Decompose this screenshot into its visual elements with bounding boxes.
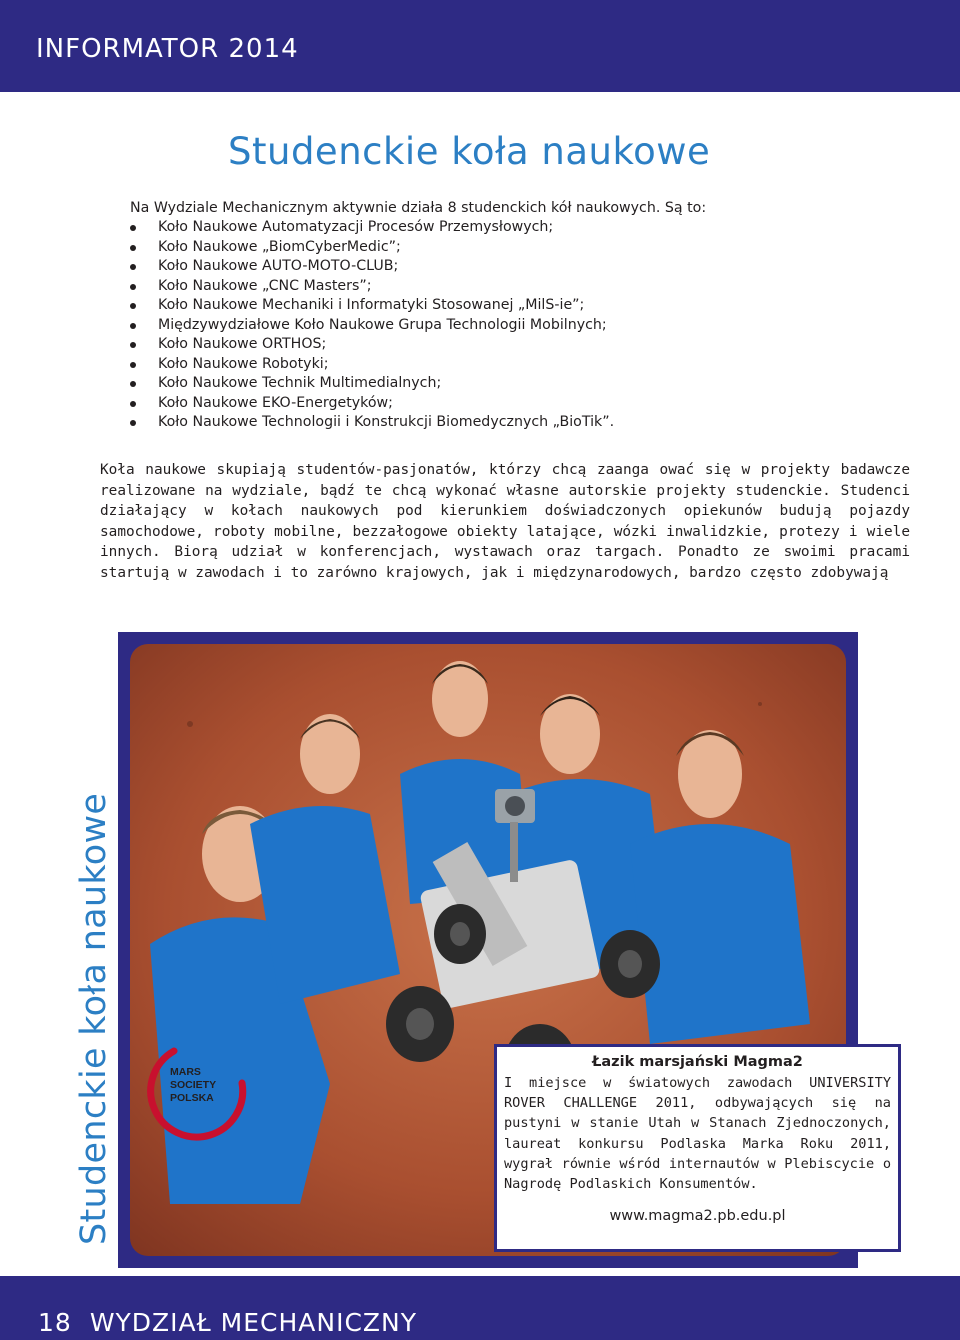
list-item	[130, 257, 930, 277]
logo-line-1: MARS	[170, 1066, 201, 1078]
intro-text: Na Wydziale Mechanicznym aktywnie działa 8 studenckich kół naukowych. Są to:	[130, 200, 707, 216]
bullet-icon	[130, 401, 136, 407]
bullet-icon	[130, 264, 136, 270]
bullet-icon	[130, 323, 136, 329]
footer-faculty: WYDZIAŁ MECHANICZNY	[89, 1308, 418, 1337]
list-item	[130, 374, 930, 394]
list-item	[130, 296, 930, 316]
list-item-text: Koło Naukowe Automatyzacji Procesów Przemysłowych;	[158, 219, 554, 235]
list-item	[130, 238, 930, 258]
caption-box	[494, 1044, 901, 1252]
caption-title: Łazik marsjański Magma2	[592, 1054, 803, 1070]
body-paragraph: Koła naukowe skupiają studentów-pasjonatów, którzy chcą zaanga ować się w projekty badawcze realizowane na wydziale, bądź te chcą wykonać własne autorskie projekty studenckie. Studenci działający w kołach naukowych pod kierunkiem doświadczonych opiekunów budują pojazdy samochodowe, roboty mobilne, bezzałogowe obiekty latające, wózki inwalidzkie, protezy i wiele innych. Biorą udział w konferencjach, wystawach oraz targach. Ponadto ze swoimi pracami startują w zawodach i to zarówno krajowych, jak i międzynarodowych, bardzo często zdobywają	[100, 462, 910, 581]
caption-body: I miejsce w światowych zawodach UNIVERSITY ROVER CHALLENGE 2011, odbywających się na pustyni w stanie Utah w Stanach Zjednoczonych, laureat konkursu Podlaska Marka Roku 2011, wygrał równie wśród internautów w Plebiscycie o Nagrodę Podlaskich Konsumentów.	[504, 1075, 891, 1193]
bullet-icon	[130, 362, 136, 368]
bullet-icon	[130, 284, 136, 290]
logo-line-2: SOCIETY	[170, 1079, 217, 1091]
list-item-text: Międzywydziałowe Koło Naukowe Grupa Technologii Mobilnych;	[158, 316, 607, 333]
list-item-text: Koło Naukowe ORTHOS;	[158, 336, 327, 352]
bullet-icon	[130, 342, 136, 348]
bullet-icon	[130, 420, 136, 426]
page-number: 18	[38, 1308, 72, 1337]
list-item-text: Koło Naukowe AUTO-MOTO-CLUB;	[158, 258, 399, 274]
list-item-text: Koło Naukowe Technologii i Konstrukcji Biomedycznych „BioTik”.	[158, 414, 615, 430]
list-item-text: Koło Naukowe Technik Multimedialnych;	[158, 375, 442, 391]
list-item	[130, 218, 930, 238]
bullet-icon	[130, 225, 136, 231]
footer	[38, 1308, 417, 1337]
header-title: INFORMATOR 2014	[36, 34, 299, 64]
list-item	[130, 355, 930, 375]
logo-line-3: POLSKA	[170, 1092, 214, 1104]
list-item-text: Koło Naukowe „BiomCyberMedic”;	[158, 238, 401, 255]
bullet-icon	[130, 245, 136, 251]
bullet-icon	[130, 303, 136, 309]
mars-society-logo-text	[170, 1066, 250, 1105]
list-item	[130, 335, 930, 355]
caption-url-link[interactable]: www.magma2.pb.edu.pl	[609, 1208, 786, 1225]
list-item	[130, 413, 930, 433]
list-item-text: Koło Naukowe „CNC Masters”;	[158, 277, 372, 294]
bullet-icon	[130, 381, 136, 387]
list-item-text: Koło Naukowe EKO-Energetyków;	[158, 394, 393, 411]
section-title: Studenckie koła naukowe	[228, 130, 711, 173]
list-item	[130, 316, 930, 336]
clubs-list	[130, 218, 930, 433]
list-item-text: Koło Naukowe Robotyki;	[158, 355, 329, 372]
list-item	[130, 277, 930, 297]
list-item-text: Koło Naukowe Mechaniki i Informatyki Stosowanej „MilS-ie”;	[158, 297, 585, 313]
side-title: Studenckie koła naukowe	[74, 792, 114, 1245]
list-item	[130, 394, 930, 414]
